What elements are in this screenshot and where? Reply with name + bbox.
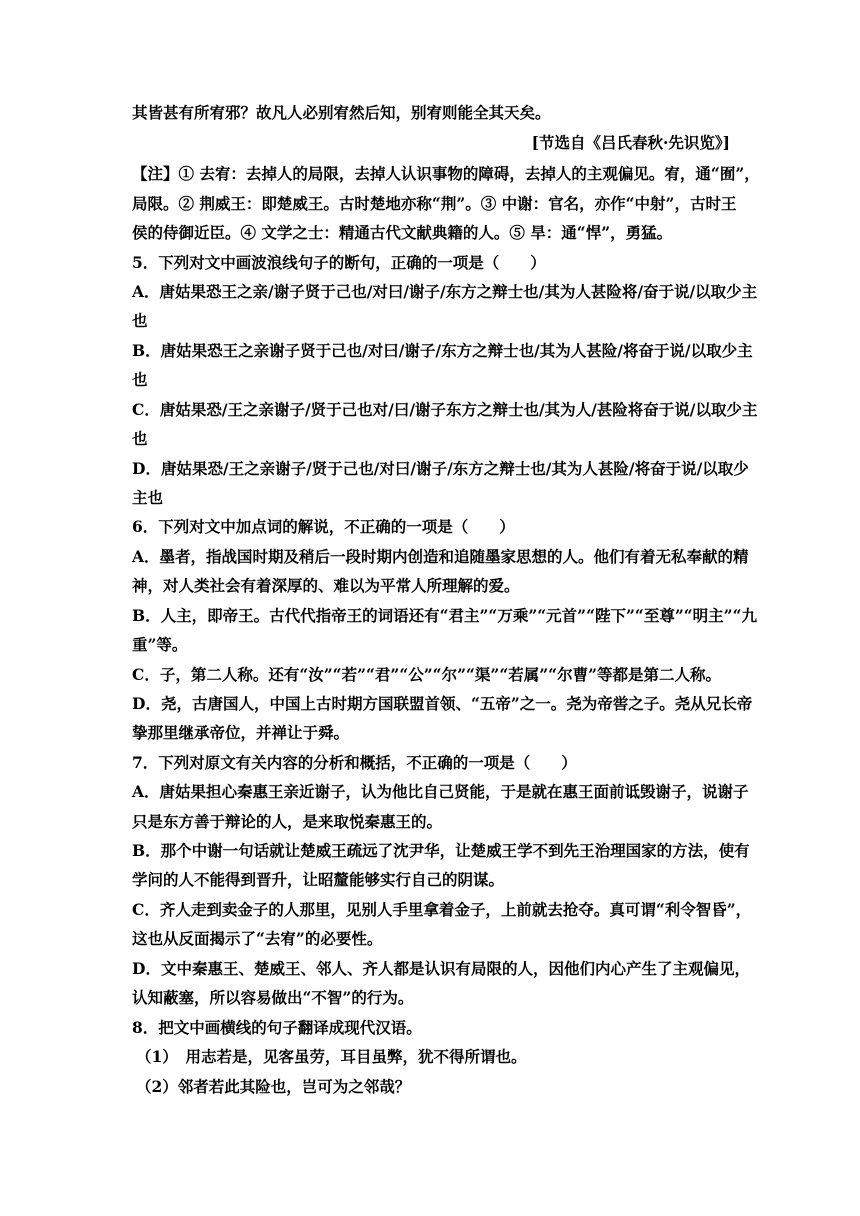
option-c: C．唐姑果恐/王之亲谢子/贤于己也对/曰/谢子东方之辩士也/其为人/甚险将奋于说/以取少主 <box>132 400 758 419</box>
question-title: 5．下列对文中画波浪线句子的断句，正确的一项是（ ） <box>132 253 546 272</box>
question-title: 6．下列对文中加点词的解说，不正确的一项是（ ） <box>132 517 515 536</box>
text-line: 神，对人类社会有着深厚的、难以为平常人所理解的爱。 <box>132 576 520 595</box>
text-line: 侯的侍御近臣。④ 文学之士：精通古代文献典籍的人。⑤ 旱：通“悍”，勇猛。 <box>132 223 673 242</box>
option-a: A．唐姑果恐王之亲/谢子贤于己也/对曰/谢子/东方之辩士也/其为人甚险将/奋于说/以取少主 <box>132 282 758 301</box>
option-d: D．唐姑果恐/王之亲谢子/贤于己也/对曰/谢子/东方之辩士也/其为人甚险/将奋于说/以取少 <box>132 459 749 478</box>
text-line: 重”等。 <box>132 635 188 654</box>
text-line: 局限。② 荆威王：即楚威王。古时楚地亦称“荆”。③ 中谢：官名，亦作“中射”，古时王 <box>132 194 737 213</box>
text-line: 认知蔽塞，所以容易做出“不智”的行为。 <box>132 988 414 1007</box>
option-b: B．那个中谢一句话就让楚威王疏远了沈尹华，让楚威王学不到先王治理国家的方法，使有 <box>132 841 750 860</box>
option-a: A．墨者，指战国时期及稍后一段时期内创造和追随墨家思想的人。他们有着无私奉献的精 <box>132 547 749 566</box>
text-line: 学问的人不能得到晋升，让昭釐能够实行自己的阴谋。 <box>132 870 505 889</box>
question-title: 7．下列对原文有关内容的分析和概括，不正确的一项是（ ） <box>132 753 577 772</box>
question-title: 8．把文中画横线的句子翻译成现代汉语。 <box>132 1018 422 1037</box>
option-c: C．子，第二人称。还有“汝”“若”“君”“公”“尔”“渠”“若属”“尔曹”等都是第二人称。 <box>132 665 721 684</box>
text-line: 这也从反面揭示了“去宥”的必要性。 <box>132 929 383 948</box>
text-line: 只是东方善于辩论的人，是来取悦秦惠王的。 <box>132 812 443 831</box>
option-d: D．文中秦惠王、楚威王、邻人、齐人都是认识有局限的人，因他们内心产生了主观偏见， <box>132 959 750 978</box>
translation-item-1: （1） 用志若是，见客虽劳，耳目虽弊，犹不得所谓也。 <box>136 1047 527 1066</box>
option-c: C．齐人走到卖金子的人那里，见别人手里拿着金子，上前就去抢夺。真可谓“利令智昏”， <box>132 900 752 919</box>
option-d: D．尧，古唐国人，中国上古时期方国联盟首领、“五帝”之一。尧为帝喾之子。尧从兄长帝 <box>132 694 753 713</box>
text-line: 其皆甚有所宥邪？故凡人必别宥然后知，别宥则能全其天矣。 <box>132 103 551 122</box>
text-line: 主也 <box>132 488 164 507</box>
translation-item-2: （2）邻者若此其险也，岂可为之邻哉？ <box>136 1077 411 1096</box>
option-b: B．唐姑果恐王之亲谢子贤于己也/对曰/谢子/东方之辩士也/其为人甚险/将奋于说/以取少主 <box>132 341 753 360</box>
text-line: 挚那里继承帝位，并禅让于舜。 <box>132 723 350 742</box>
source-citation: [节选自《吕氏春秋·先识览》] <box>531 133 730 152</box>
text-line: 也 <box>132 429 148 448</box>
option-a: A．唐姑果担心秦惠王亲近谢子，认为他比自己贤能，于是就在惠王面前诋毁谢子，说谢子 <box>132 782 749 801</box>
text-line: 也 <box>132 311 148 330</box>
option-b: B．人主，即帝王。古代代指帝王的词语还有“君主”“万乘”“元首”“陛下”“至尊”“明主”“九 <box>132 606 758 625</box>
text-line: 也 <box>132 370 148 389</box>
text-line: 【注】① 去宥：去掉人的局限，去掉人认识事物的障碍，去掉人的主观偏见。宥，通“囿”， <box>132 164 760 183</box>
